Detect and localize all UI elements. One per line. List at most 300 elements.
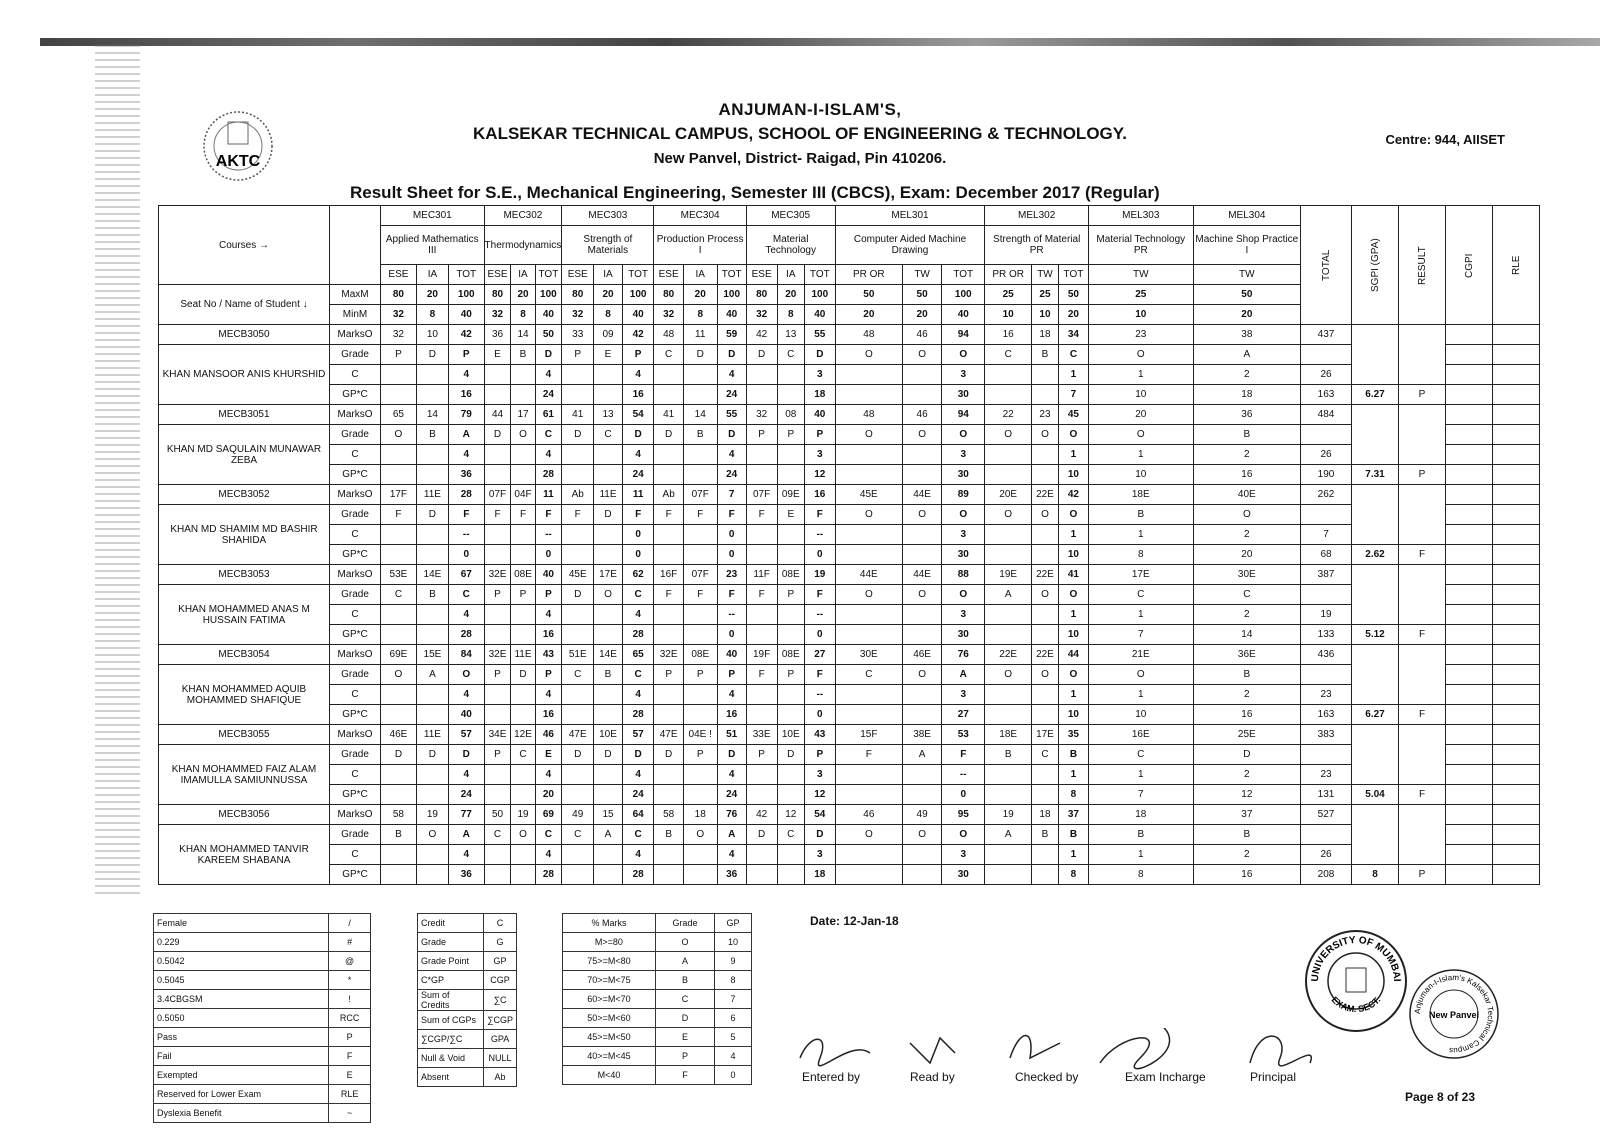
table-cell	[1493, 785, 1540, 805]
sgpi-value: 6.27	[1352, 385, 1399, 405]
mark-cell: 15	[594, 805, 623, 825]
mark-cell: C	[1088, 745, 1193, 765]
mark-cell: D	[746, 825, 777, 845]
mark-cell: 10	[1088, 705, 1193, 725]
mark-cell: 10	[1058, 705, 1088, 725]
mark-cell: 22E	[1031, 565, 1058, 585]
mark-cell: O	[942, 505, 985, 525]
mark-cell	[746, 525, 777, 545]
mark-cell: C	[835, 665, 902, 685]
minm-label: MinM	[330, 305, 381, 325]
mark-cell: 18	[805, 385, 836, 405]
mark-cell: C	[654, 345, 683, 365]
component-label: PR OR	[835, 265, 902, 285]
mark-cell	[416, 705, 448, 725]
mark-cell: --	[942, 765, 985, 785]
mark-cell	[484, 545, 511, 565]
student-row-marks	[159, 485, 1540, 505]
mark-cell: C	[777, 825, 805, 845]
mark-cell	[746, 625, 777, 645]
student-name: KHAN MD SHAMIM MD BASHIR SHAHIDA	[159, 505, 330, 565]
mark-cell: 19	[416, 805, 448, 825]
result-value: F	[1399, 625, 1446, 645]
mark-cell: 09E	[777, 485, 805, 505]
mark-cell: O	[942, 345, 985, 365]
table-cell	[1493, 365, 1540, 385]
mark-cell: 40	[717, 645, 746, 665]
mark-cell	[594, 445, 623, 465]
legend-cell: RCC	[329, 1009, 371, 1028]
mark-cell	[484, 705, 511, 725]
courses-label: Courses →	[159, 206, 330, 285]
mark-cell: 4	[535, 765, 562, 785]
row-label: GP*C	[330, 545, 381, 565]
mark-cell: 3	[805, 445, 836, 465]
mark-cell: 1	[1058, 685, 1088, 705]
mark-cell: D	[562, 585, 594, 605]
mark-cell: 16	[1193, 705, 1300, 725]
mark-cell: O	[448, 665, 484, 685]
mark-cell: 07F	[746, 485, 777, 505]
mark-cell	[654, 605, 683, 625]
mark-cell: 527	[1301, 805, 1352, 825]
legend-row	[563, 933, 752, 952]
sgpi-value: 5.04	[1352, 785, 1399, 805]
mark-cell: 11	[535, 485, 562, 505]
mark-cell: 41	[654, 405, 683, 425]
mark-cell: 30	[942, 545, 985, 565]
mark-cell: P	[717, 665, 746, 685]
mark-cell: 8	[1088, 865, 1193, 885]
sgpi-value: 6.27	[1352, 705, 1399, 725]
table-cell	[1493, 665, 1540, 685]
max-mark: 25	[1088, 285, 1193, 305]
course-code: MEL302	[985, 206, 1088, 226]
mark-cell: 16F	[654, 565, 683, 585]
legend-row	[563, 1066, 752, 1085]
mark-cell	[381, 625, 417, 645]
mark-cell: 18	[1193, 385, 1300, 405]
max-mark: 50	[1193, 285, 1300, 305]
mark-cell	[683, 365, 717, 385]
read-by-label: Read by	[910, 1070, 955, 1084]
mark-cell: 2	[1193, 765, 1300, 785]
table-cell	[1446, 425, 1493, 445]
table-cell	[1446, 325, 1493, 345]
mark-cell: B	[1031, 345, 1058, 365]
student-row-grade	[159, 745, 1540, 765]
mark-cell	[683, 705, 717, 725]
min-mark: 8	[777, 305, 805, 325]
row-label: C	[330, 845, 381, 865]
student-name: KHAN MANSOOR ANIS KHURSHID	[159, 345, 330, 405]
mark-cell: 14	[511, 325, 535, 345]
mark-cell	[985, 845, 1032, 865]
table-cell	[1493, 605, 1540, 625]
legend-cell: 5	[715, 1028, 752, 1047]
mark-cell: D	[562, 425, 594, 445]
cgpi-header: CGPI	[1446, 206, 1493, 325]
sgpi-header: SGPI (GPA)	[1352, 206, 1399, 325]
mark-cell: 7	[1088, 785, 1193, 805]
legend-row	[154, 1104, 371, 1123]
student-row-c	[159, 685, 1540, 705]
min-mark: 32	[654, 305, 683, 325]
mark-cell: 53E	[381, 565, 417, 585]
mark-cell: P	[777, 585, 805, 605]
mark-cell	[381, 705, 417, 725]
mark-cell: 1	[1088, 845, 1193, 865]
row-label: C	[330, 685, 381, 705]
mark-cell: P	[683, 745, 717, 765]
mark-cell	[777, 605, 805, 625]
mark-cell: 10	[1058, 545, 1088, 565]
mark-cell: 190	[1301, 465, 1352, 485]
table-cell	[1446, 865, 1493, 885]
legend-cell: GP	[715, 914, 752, 933]
mark-cell: F	[448, 505, 484, 525]
mark-cell: 4	[717, 685, 746, 705]
mark-cell: F	[835, 745, 902, 765]
mark-cell: C	[622, 665, 654, 685]
mark-cell: 484	[1301, 405, 1352, 425]
mark-cell: 0	[717, 625, 746, 645]
mark-cell	[1031, 545, 1058, 565]
legend-cell: 70>=M<75	[563, 971, 656, 990]
mark-cell: 24	[622, 465, 654, 485]
legend-cell: Ab	[484, 1068, 517, 1087]
mark-cell: 08E	[777, 645, 805, 665]
component-label: IA	[511, 265, 535, 285]
mark-cell	[594, 705, 623, 725]
mark-cell	[683, 685, 717, 705]
row-label: Grade	[330, 505, 381, 525]
mark-cell: D	[535, 345, 562, 365]
legend-cell: A	[655, 952, 714, 971]
mark-cell	[654, 765, 683, 785]
legend-row	[418, 971, 517, 990]
mark-cell: 16	[535, 625, 562, 645]
mark-cell: 44E	[903, 485, 942, 505]
course-name: Strength of Materials	[562, 226, 654, 265]
mark-cell	[484, 465, 511, 485]
mark-cell: 08E	[683, 645, 717, 665]
mark-cell: 7	[1058, 385, 1088, 405]
mark-cell: C	[562, 825, 594, 845]
legend-cell: 0.5042	[154, 952, 329, 971]
mark-cell	[985, 785, 1032, 805]
mark-cell: 43	[805, 725, 836, 745]
mark-cell: 1	[1088, 605, 1193, 625]
course-code: MEL304	[1193, 206, 1300, 226]
mark-cell	[746, 785, 777, 805]
student-row-marks	[159, 405, 1540, 425]
min-mark: 40	[535, 305, 562, 325]
mark-cell: 16	[1193, 865, 1300, 885]
mark-cell	[903, 765, 942, 785]
mark-cell: 1	[1088, 685, 1193, 705]
mark-cell: B	[1031, 825, 1058, 845]
mark-cell: 10E	[594, 725, 623, 745]
mark-cell	[777, 625, 805, 645]
mark-cell: O	[903, 505, 942, 525]
component-label: TW	[1031, 265, 1058, 285]
mark-cell	[903, 525, 942, 545]
legend-row	[563, 1047, 752, 1066]
mark-cell: D	[683, 345, 717, 365]
row-label: Grade	[330, 425, 381, 445]
row-label: MarksO	[330, 805, 381, 825]
min-mark: 40	[448, 305, 484, 325]
org-name: ANJUMAN-I-ISLAM'S,	[718, 100, 902, 119]
table-cell	[1493, 745, 1540, 765]
mark-cell: 12	[805, 465, 836, 485]
mark-cell: O	[835, 585, 902, 605]
table-cell	[1352, 805, 1399, 865]
seat-number: MECB3051	[159, 405, 330, 425]
mark-cell: F	[746, 585, 777, 605]
mark-cell: F	[654, 505, 683, 525]
mark-cell	[903, 705, 942, 725]
mark-cell: 24	[535, 385, 562, 405]
mark-cell: 16	[985, 325, 1032, 345]
seat-number: MECB3055	[159, 725, 330, 745]
mark-cell	[1031, 845, 1058, 865]
legend-cell: B	[655, 971, 714, 990]
mark-cell: 8	[1058, 865, 1088, 885]
svg-text:Anjuman-I-Islam's Kalsekar Tec: Anjuman-I-Islam's Kalsekar Technical Campus	[1412, 972, 1496, 1056]
mark-cell: B	[654, 825, 683, 845]
min-mark: 40	[942, 305, 985, 325]
table-cell	[1493, 405, 1540, 425]
mark-cell: 24	[448, 785, 484, 805]
mark-cell: 36	[717, 865, 746, 885]
legend-cell: C*GP	[418, 971, 484, 990]
mark-cell: C	[562, 665, 594, 685]
mark-cell	[511, 445, 535, 465]
mark-cell: O	[1088, 665, 1193, 685]
student-row-grade	[159, 665, 1540, 685]
mark-cell: O	[1193, 505, 1300, 525]
mark-cell	[777, 685, 805, 705]
mark-cell: C	[535, 425, 562, 445]
row-label: C	[330, 765, 381, 785]
mark-cell	[1031, 385, 1058, 405]
mark-cell	[985, 445, 1032, 465]
mark-cell: 3	[805, 765, 836, 785]
mark-cell	[1031, 865, 1058, 885]
mark-cell: 13	[594, 405, 623, 425]
row-label: C	[330, 445, 381, 465]
mark-cell: D	[717, 425, 746, 445]
mark-cell: 1	[1088, 525, 1193, 545]
principal-label: Principal	[1250, 1070, 1297, 1084]
mark-cell: 08E	[511, 565, 535, 585]
table-cell	[1399, 805, 1446, 865]
mark-cell: F	[562, 505, 594, 525]
min-mark: 32	[746, 305, 777, 325]
seat-name-label: Seat No / Name of Student ↓	[159, 285, 330, 325]
component-label: TOT	[622, 265, 654, 285]
legend-cell: 10	[715, 933, 752, 952]
mark-cell: 18	[683, 805, 717, 825]
mark-cell: 17	[511, 405, 535, 425]
table-cell	[1493, 425, 1540, 445]
mark-cell	[1031, 525, 1058, 545]
mark-cell	[903, 845, 942, 865]
legend-cell: M<40	[563, 1066, 656, 1085]
exam-incharge-label: Exam Incharge	[1125, 1070, 1206, 1084]
legend-cell: Grade	[655, 914, 714, 933]
mark-cell: O	[903, 345, 942, 365]
mark-cell: 4	[622, 765, 654, 785]
mark-cell: O	[1031, 665, 1058, 685]
mark-cell: 7	[717, 485, 746, 505]
mark-cell: D	[654, 425, 683, 445]
legend-row	[563, 1028, 752, 1047]
legend-cell: M>=80	[563, 933, 656, 952]
mark-cell: 4	[622, 845, 654, 865]
student-row-c	[159, 845, 1540, 865]
mark-cell: 4	[535, 845, 562, 865]
mark-cell: D	[622, 425, 654, 445]
component-label: PR OR	[985, 265, 1032, 285]
mark-cell: 20E	[985, 485, 1032, 505]
seat-number: MECB3054	[159, 645, 330, 665]
mark-cell	[777, 545, 805, 565]
mark-cell	[416, 845, 448, 865]
mark-cell: F	[381, 505, 417, 525]
table-cell	[1493, 805, 1540, 825]
legend-cell: #	[329, 933, 371, 952]
mark-cell: 84	[448, 645, 484, 665]
legend-row	[418, 990, 517, 1011]
table-cell	[1446, 385, 1493, 405]
mark-cell	[835, 445, 902, 465]
table-cell	[1399, 325, 1446, 385]
legend-cell: Absent	[418, 1068, 484, 1087]
mark-cell: 36	[1193, 405, 1300, 425]
mark-cell	[835, 865, 902, 885]
mark-cell	[562, 385, 594, 405]
result-value: P	[1399, 465, 1446, 485]
mark-cell: C	[985, 345, 1032, 365]
page-number: Page 8 of 23	[1405, 1090, 1476, 1104]
legend-row	[154, 1066, 371, 1085]
mark-cell: 44E	[903, 565, 942, 585]
legend-cell: RLE	[329, 1085, 371, 1104]
mark-cell: P	[448, 345, 484, 365]
table-cell	[1352, 325, 1399, 385]
mark-cell: D	[594, 505, 623, 525]
mark-cell: 42	[622, 325, 654, 345]
seat-number: MECB3056	[159, 805, 330, 825]
component-label: ESE	[381, 265, 417, 285]
mark-cell: F	[683, 505, 717, 525]
mark-cell: 46	[903, 405, 942, 425]
mark-cell	[1301, 745, 1352, 765]
mark-cell	[1301, 825, 1352, 845]
table-cell	[1446, 505, 1493, 525]
mark-cell	[484, 525, 511, 545]
mark-cell: O	[1058, 505, 1088, 525]
row-label: MarksO	[330, 645, 381, 665]
student-name: KHAN MOHAMMED FAIZ ALAM IMAMULLA SAMIUNNUSSA	[159, 745, 330, 805]
legend-cell: C	[655, 990, 714, 1009]
legend-cell: Sum of CGPs	[418, 1011, 484, 1030]
mark-cell: 437	[1301, 325, 1352, 345]
legend-cell: ∑C	[484, 990, 517, 1011]
mark-cell: P	[746, 425, 777, 445]
mark-cell: B	[1058, 825, 1088, 845]
course-code-row	[159, 206, 1540, 226]
student-name: KHAN MD SAQULAIN MUNAWAR ZEBA	[159, 425, 330, 485]
legend-cell: Pass	[154, 1028, 329, 1047]
mark-cell: 21E	[1088, 645, 1193, 665]
student-row-gpc	[159, 625, 1540, 645]
mark-cell: B	[985, 745, 1032, 765]
mark-cell	[1301, 345, 1352, 365]
mark-cell: 20	[1193, 545, 1300, 565]
sgpi-value: 5.12	[1352, 625, 1399, 645]
component-label: TOT	[448, 265, 484, 285]
min-mark: 32	[562, 305, 594, 325]
mark-cell: 53	[942, 725, 985, 745]
mark-cell: 30	[942, 625, 985, 645]
mark-cell: Ab	[654, 485, 683, 505]
mark-cell: 26	[1301, 365, 1352, 385]
mark-cell: 24	[717, 465, 746, 485]
mark-cell	[381, 545, 417, 565]
component-label: IA	[416, 265, 448, 285]
maxm-label: MaxM	[330, 285, 381, 305]
mark-cell: P	[805, 745, 836, 765]
mark-cell	[381, 685, 417, 705]
mark-cell: P	[777, 425, 805, 445]
mark-cell	[511, 365, 535, 385]
mark-cell: F	[484, 505, 511, 525]
mark-cell	[1031, 685, 1058, 705]
mark-cell: A	[448, 825, 484, 845]
mark-cell: A	[985, 585, 1032, 605]
mark-cell: 2	[1193, 685, 1300, 705]
mark-cell: F	[654, 585, 683, 605]
legend-row	[154, 952, 371, 971]
mark-cell: 49	[903, 805, 942, 825]
course-code: MEC305	[746, 206, 835, 226]
mark-cell: 1	[1058, 445, 1088, 465]
table-cell	[1493, 765, 1540, 785]
mark-cell: B	[1193, 665, 1300, 685]
mark-cell: 30	[942, 865, 985, 885]
mark-cell: 4	[448, 685, 484, 705]
mark-cell: 7	[1301, 525, 1352, 545]
legend-cell: Female	[154, 914, 329, 933]
table-cell	[1446, 445, 1493, 465]
mark-cell: 51E	[562, 645, 594, 665]
max-mark: 100	[717, 285, 746, 305]
legend-row	[563, 971, 752, 990]
table-cell	[1493, 705, 1540, 725]
mark-cell	[683, 845, 717, 865]
mark-cell: 55	[717, 405, 746, 425]
mark-cell	[903, 625, 942, 645]
mark-cell: 14	[1193, 625, 1300, 645]
result-value: P	[1399, 385, 1446, 405]
mark-cell: 59	[717, 325, 746, 345]
mark-cell: 3	[942, 365, 985, 385]
seat-number: MECB3053	[159, 565, 330, 585]
